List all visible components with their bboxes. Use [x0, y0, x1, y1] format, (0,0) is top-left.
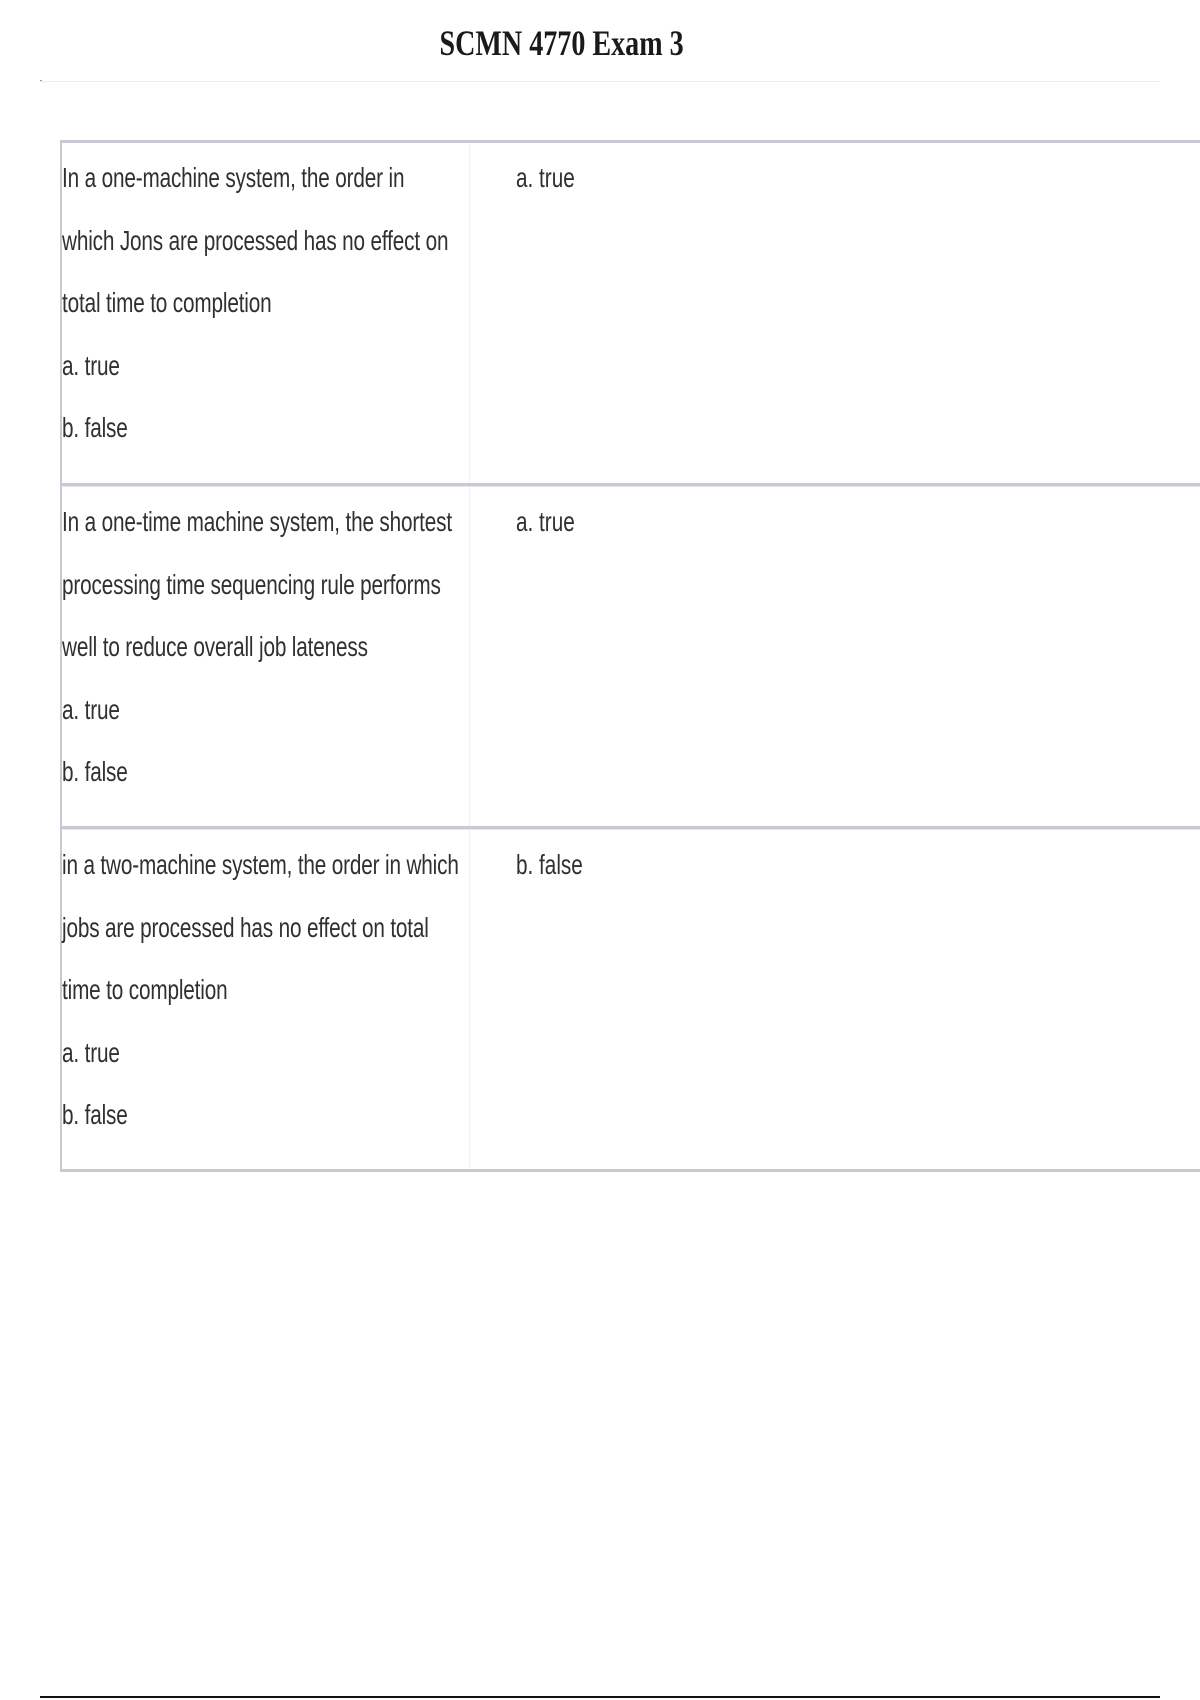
question-text-line: In a one-machine system, the order in	[62, 162, 405, 193]
question-text-line: time to completion	[62, 974, 228, 1005]
option-b: b. false	[62, 756, 128, 787]
question-cell	[62, 143, 470, 483]
option-b: b. false	[62, 1099, 128, 1130]
table-row	[62, 143, 1200, 486]
footer-divider	[40, 1696, 1160, 1698]
question-text-line: jobs are processed has no effect on total	[62, 911, 429, 943]
option-a: a. true	[62, 1036, 120, 1068]
page-title: SCMN 4770 Exam 3	[439, 23, 684, 63]
answer-text: b. false	[516, 849, 583, 880]
answer-cell	[470, 830, 1200, 1169]
option-a: a. true	[62, 349, 120, 381]
table-row	[62, 829, 1200, 1172]
header-divider	[40, 81, 1160, 82]
question-text-line: processing time sequencing rule performs	[62, 568, 441, 600]
question-cell	[62, 487, 470, 826]
question-text-line: in a two-machine system, the order in which	[62, 849, 459, 880]
answer-text: a. true	[516, 162, 575, 193]
question-text-line: total time to completion	[62, 287, 272, 318]
question-cell	[62, 830, 470, 1169]
question-text-line: which Jons are processed has no effect on	[62, 224, 449, 256]
option-b: b. false	[62, 412, 128, 443]
question-answer-table	[60, 140, 1200, 1172]
answer-cell	[470, 143, 1200, 483]
answer-cell	[470, 487, 1200, 826]
question-text-line: well to reduce overall job lateness	[62, 631, 368, 662]
table-row	[62, 486, 1200, 829]
answer-text: a. true	[516, 506, 575, 537]
option-a: a. true	[62, 693, 120, 725]
question-text-line: In a one-time machine system, the shortest	[62, 506, 452, 537]
